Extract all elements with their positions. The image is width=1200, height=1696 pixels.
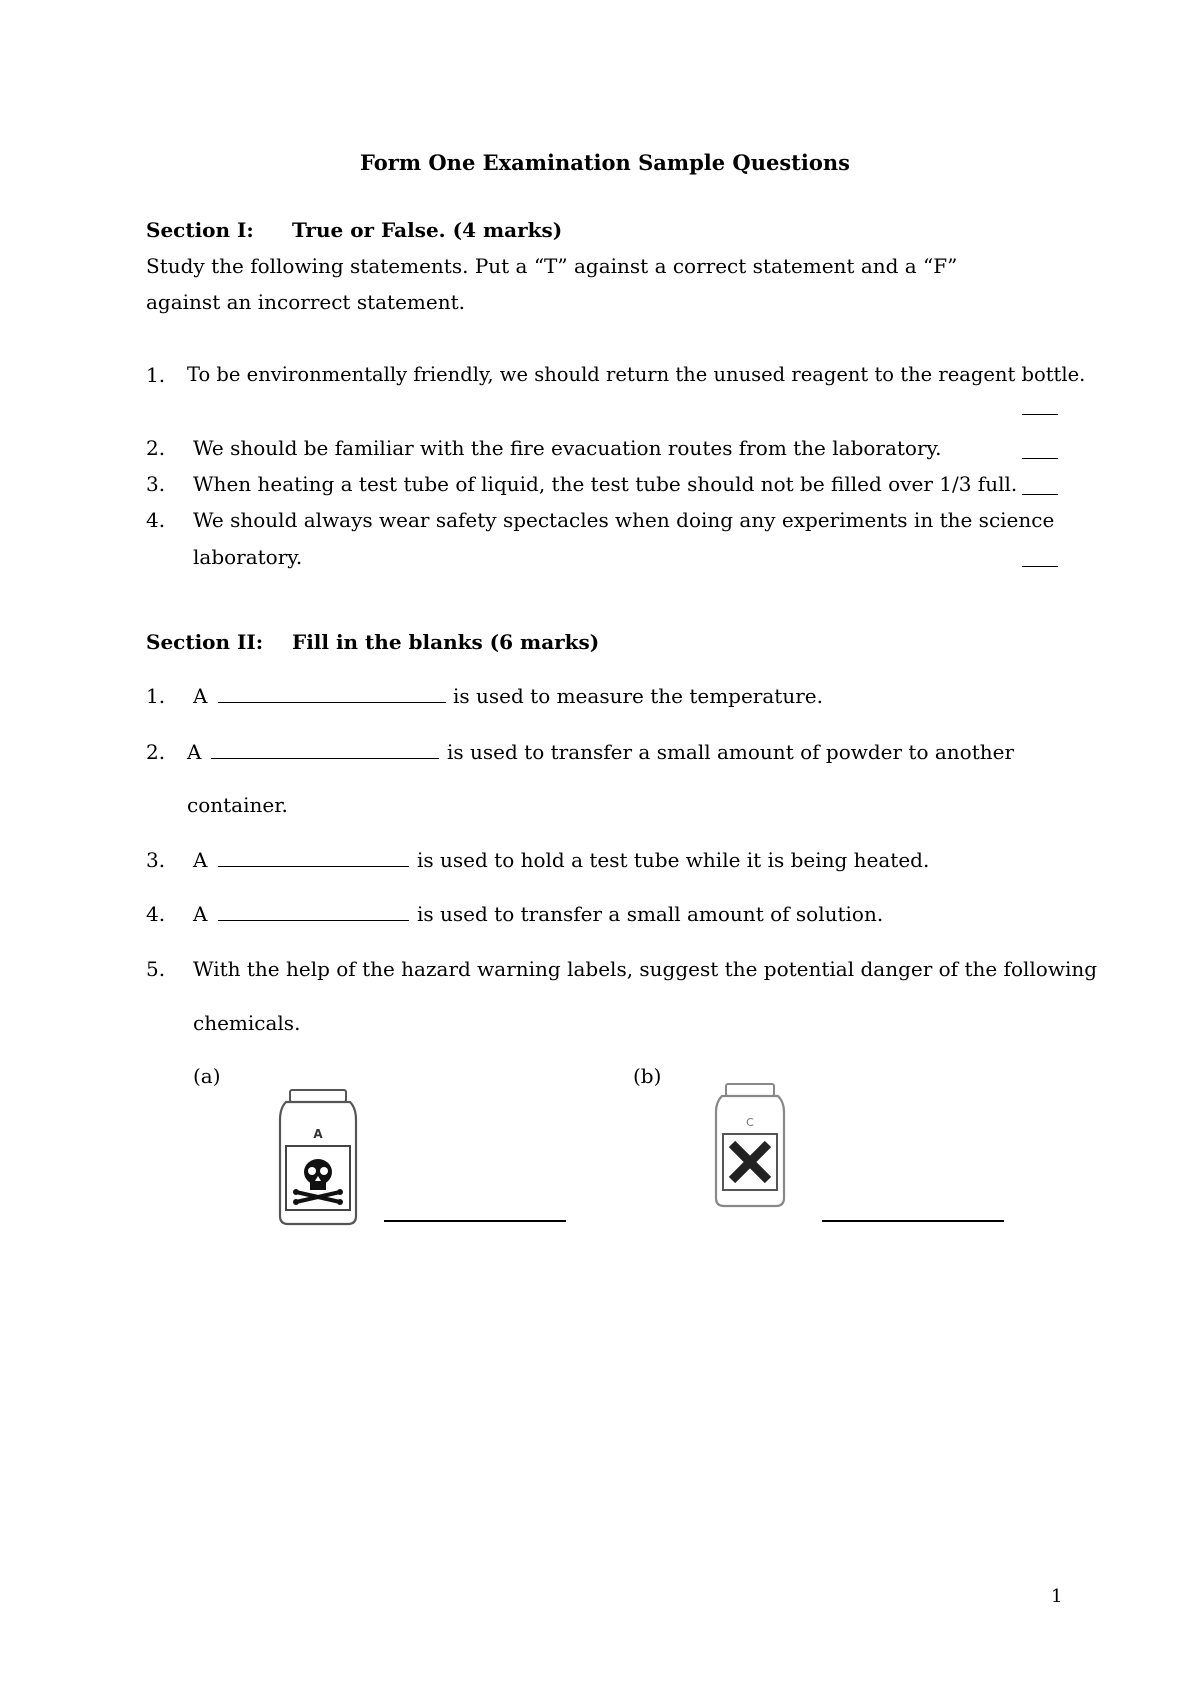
tf-item-number: 2. bbox=[146, 436, 166, 460]
part-a-answer-blank[interactable] bbox=[384, 1220, 566, 1222]
fb-item-continued: chemicals. bbox=[193, 1011, 301, 1035]
harmful-bottle-icon bbox=[712, 1082, 788, 1210]
fb-item-number: 5. bbox=[146, 957, 166, 981]
fb-item-suffix: is used to hold a test tube while it is being heated. bbox=[417, 848, 930, 872]
fb-item-number: 1. bbox=[146, 684, 166, 708]
tf-answer-blank[interactable] bbox=[1022, 566, 1058, 567]
tf-item-text: We should always wear safety spectacles when doing any experiments in the science bbox=[193, 508, 1055, 532]
tf-item-number: 3. bbox=[146, 472, 166, 496]
page-title: Form One Examination Sample Questions bbox=[360, 150, 850, 175]
fb-item-prefix: A bbox=[193, 902, 208, 926]
poison-bottle-icon bbox=[276, 1088, 360, 1228]
tf-item-text-continued: laboratory. bbox=[193, 545, 303, 569]
part-b-answer-blank[interactable] bbox=[822, 1220, 1004, 1222]
section-1-heading: True or False. (4 marks) bbox=[292, 218, 563, 242]
section-1-instruction-line-2: against an incorrect statement. bbox=[146, 290, 465, 314]
fill-blank[interactable] bbox=[211, 758, 439, 759]
part-a-label: (a) bbox=[193, 1064, 221, 1088]
page-number: 1 bbox=[1051, 1586, 1063, 1607]
fb-item-number: 2. bbox=[146, 740, 166, 764]
tf-item-text: When heating a test tube of liquid, the test tube should not be filled over 1/3 full. bbox=[193, 472, 1018, 496]
fb-item-prefix: A bbox=[193, 684, 208, 708]
fb-item-prefix: A bbox=[187, 740, 202, 764]
section-2-label: Section II: bbox=[146, 630, 264, 654]
tf-answer-blank[interactable] bbox=[1022, 458, 1058, 459]
fb-item-suffix: is used to measure the temperature. bbox=[453, 684, 823, 708]
tf-item-text: We should be familiar with the fire evacuation routes from the laboratory. bbox=[193, 436, 942, 460]
tf-item-number: 1. bbox=[146, 363, 166, 387]
fb-item-suffix: is used to transfer a small amount of solution. bbox=[417, 902, 884, 926]
bottle-letter-c: C bbox=[746, 1116, 754, 1129]
section-2-heading: Fill in the blanks (6 marks) bbox=[292, 630, 600, 654]
fb-item-continued: container. bbox=[187, 793, 288, 817]
fill-blank[interactable] bbox=[218, 866, 409, 867]
section-1-instruction-line-1: Study the following statements. Put a “T” against a correct statement and a “F” bbox=[146, 254, 958, 278]
fb-item-suffix: is used to transfer a small amount of powder to another bbox=[447, 740, 1015, 764]
fill-blank[interactable] bbox=[218, 920, 409, 921]
fb-item-prefix: A bbox=[193, 848, 208, 872]
tf-item-text: To be environmentally friendly, we should return the unused reagent to the reagent bottle. bbox=[187, 363, 1086, 386]
bottle-letter-a: A bbox=[313, 1127, 323, 1141]
fb-item-text: With the help of the hazard warning labels, suggest the potential danger of the following bbox=[193, 957, 1098, 981]
section-1-label: Section I: bbox=[146, 218, 254, 242]
tf-item-number: 4. bbox=[146, 508, 166, 532]
tf-answer-blank[interactable] bbox=[1022, 494, 1058, 495]
tf-answer-blank[interactable] bbox=[1022, 414, 1058, 415]
part-b-label: (b) bbox=[633, 1064, 662, 1088]
fb-item-number: 3. bbox=[146, 848, 166, 872]
fb-item-number: 4. bbox=[146, 902, 166, 926]
fill-blank[interactable] bbox=[218, 702, 446, 703]
